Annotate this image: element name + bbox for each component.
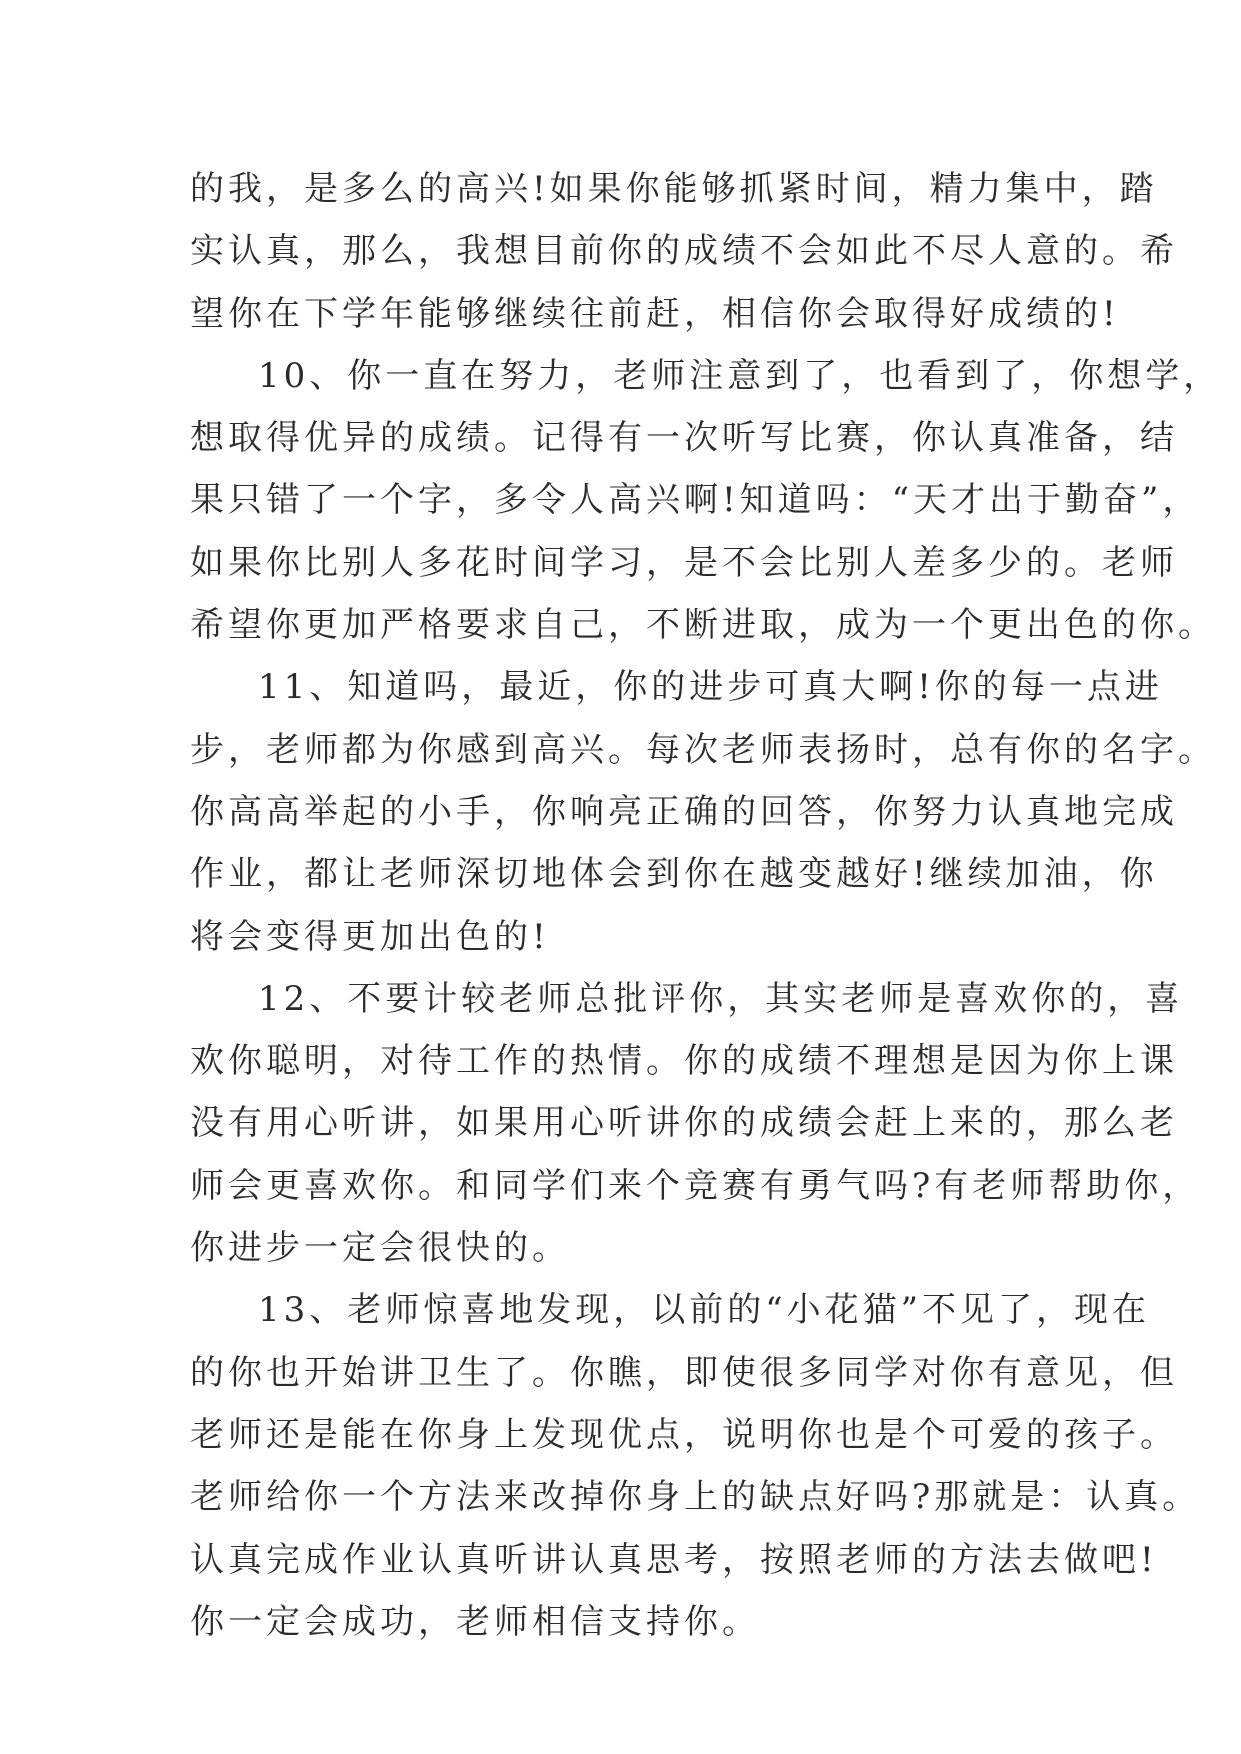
text-line: 望你在下学年能够继续往前赶，相信你会取得好成绩的!: [190, 293, 1120, 334]
text-line: 将会变得更加出色的!: [190, 916, 550, 957]
text-line: 老师给你一个方法来改掉你身上的缺点好吗?那就是：认真。: [190, 1477, 1201, 1518]
text-line: 你高高举起的小手，你响亮正确的回答，你努力认真地完成: [190, 791, 1178, 832]
text-line: 作业，都让老师深切地体会到你在越变越好!继续加油，你: [190, 854, 1158, 895]
text-line: 实认真，那么，我想目前你的成绩不会如此不尽人意的。希: [190, 231, 1178, 272]
text-line: 12、不要计较老师总批评你，其实老师是喜欢你的，喜: [258, 978, 1184, 1019]
paragraph-13: [190, 1279, 1201, 1653]
text-line: 步，老师都为你感到高兴。每次老师表扬时，总有你的名字。: [190, 729, 1216, 770]
text-line: 你进步一定会很快的。: [190, 1228, 570, 1269]
text-line: 想取得优异的成绩。记得有一次听写比赛，你认真准备，结: [190, 418, 1178, 459]
document-body: [190, 158, 1222, 1653]
text-line: 10、你一直在努力，老师注意到了，也看到了，你想学，: [258, 355, 1222, 396]
text-line: 认真完成作业认真听讲认真思考，按照老师的方法去做吧!: [190, 1539, 1158, 1580]
text-line: 的我，是多么的高兴!如果你能够抓紧时间，精力集中，踏: [190, 169, 1158, 209]
paragraph-9-continuation: [190, 158, 1178, 345]
text-line: 13、老师惊喜地发现，以前的“小花猫”不见了，现在: [258, 1290, 1151, 1331]
text-line: 师会更喜欢你。和同学们来个竞赛有勇气吗?有老师帮助你，: [190, 1165, 1201, 1206]
text-line: 你一定会成功，老师相信支持你。: [190, 1601, 760, 1642]
text-line: 欢你聪明，对待工作的热情。你的成绩不理想是因为你上课: [190, 1041, 1178, 1082]
text-line: 如果你比别人多花时间学习，是不会比别人差多少的。老师: [190, 542, 1178, 583]
paragraph-12: [190, 968, 1201, 1279]
text-line: 的你也开始讲卫生了。你瞧，即使很多同学对你有意见，但: [190, 1352, 1178, 1393]
text-line: 没有用心听讲，如果用心听讲你的成绩会赶上来的，那么老: [190, 1103, 1178, 1144]
paragraph-11: [190, 656, 1216, 967]
text-line: 果只错了一个字，多令人高兴啊!知道吗：“天才出于勤奋”，: [190, 480, 1201, 521]
text-line: 老师还是能在你身上发现优点，说明你也是个可爱的孩子。: [190, 1414, 1178, 1455]
paragraph-10: [190, 345, 1222, 656]
text-line: 11、知道吗，最近，你的进步可真大啊!你的每一点进: [258, 667, 1163, 708]
text-line: 希望你更加严格要求自己，不断进取，成为一个更出色的你。: [190, 605, 1216, 646]
